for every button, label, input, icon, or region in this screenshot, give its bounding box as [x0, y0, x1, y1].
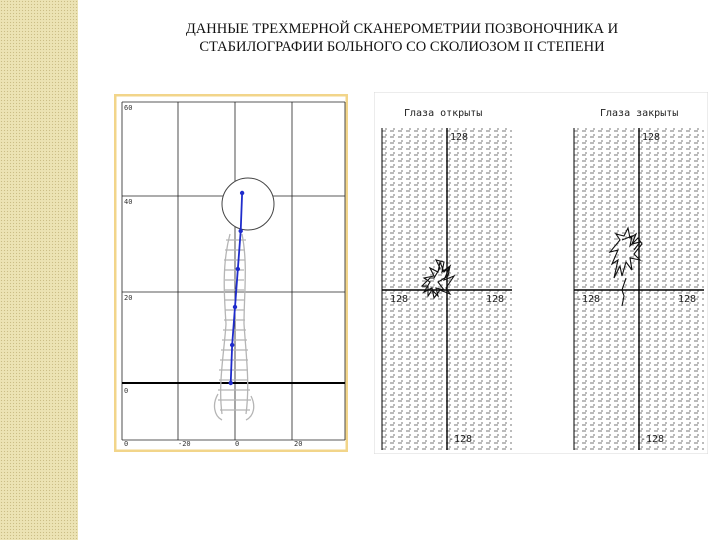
bottom-label-open: -128 — [448, 434, 473, 445]
y-tick-20: 20 — [124, 294, 133, 302]
top-label-open: 128 — [450, 132, 469, 143]
x-tick-0-left: 0 — [124, 440, 129, 448]
y-tick-0: 0 — [124, 387, 129, 395]
top-label-closed: 128 — [642, 132, 661, 143]
left-label-open: -128 — [384, 294, 409, 305]
title-line-2: СТАБИЛОГРАФИИ БОЛЬНОГО СО СКОЛИОЗОМ II СТЕПЕНИ — [199, 39, 605, 55]
head-outline — [222, 178, 274, 230]
spine-point-5 — [240, 191, 244, 195]
stabilography-panel — [374, 92, 708, 454]
panel-title-open: Глаза открыты — [404, 108, 483, 119]
stabilogram-eyes-closed — [574, 108, 704, 450]
spine-point-3 — [236, 267, 240, 271]
spine-point-1 — [230, 343, 234, 347]
left-label-closed: -128 — [576, 294, 601, 305]
slide-title — [92, 20, 712, 56]
y-tick-60: 60 — [124, 104, 133, 112]
spine-point-0 — [229, 381, 233, 385]
x-tick-20: 20 — [294, 440, 303, 448]
scanometry-panel — [114, 94, 348, 452]
panel-frame — [115, 95, 347, 451]
spine-point-2 — [233, 305, 237, 309]
y-tick-40: 40 — [124, 198, 133, 206]
scanometry-plot — [114, 94, 348, 452]
x-tick-0-center: 0 — [235, 440, 240, 448]
right-label-open: 128 — [486, 294, 505, 305]
x-tick-minus20: -20 — [178, 440, 191, 448]
bottom-label-closed: -128 — [640, 434, 665, 445]
stabilogram-eyes-open — [382, 108, 512, 450]
stabilography-plots — [374, 92, 708, 454]
panel-title-closed: Глаза закрыты — [600, 108, 679, 119]
right-label-closed: 128 — [678, 294, 697, 305]
decorative-side-band — [0, 0, 78, 540]
spine-point-4 — [239, 229, 243, 233]
title-line-1: ДАННЫЕ ТРЕХМЕРНОЙ СКАНЕРОМЕТРИИ ПОЗВОНОЧНИКА И — [185, 21, 619, 37]
